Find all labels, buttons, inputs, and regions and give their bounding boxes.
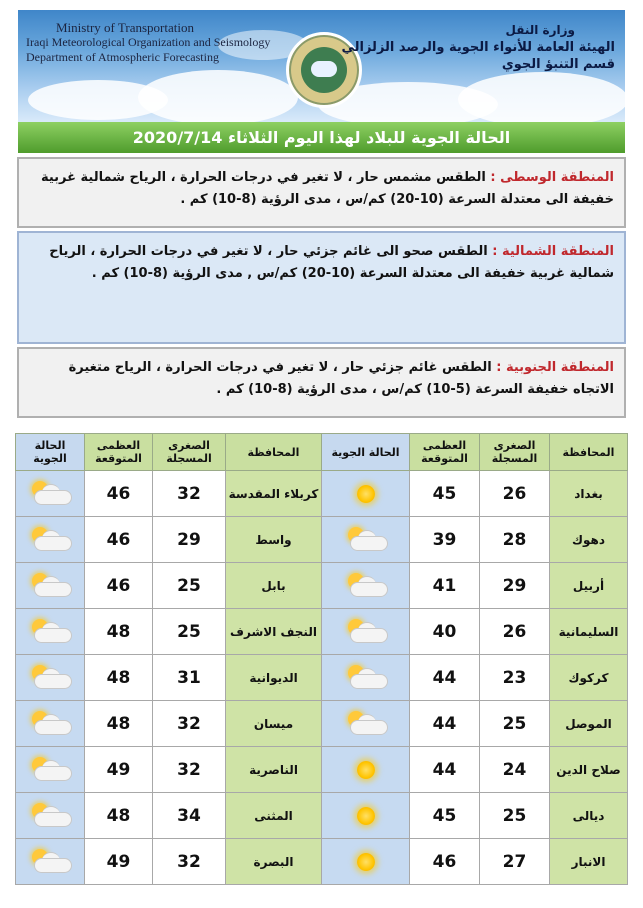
header-max: العظمى المتوقعة bbox=[85, 434, 153, 471]
weather-state bbox=[16, 839, 85, 885]
weather-state bbox=[16, 655, 85, 701]
max-temp: 48 bbox=[85, 609, 153, 655]
sun-icon bbox=[357, 853, 375, 871]
partly-cloudy-icon bbox=[26, 619, 74, 645]
region-text: الطقس صحو الى غائم جزئي حار ، لا تغير في درجات الحرارة ، الرياح شمالية غربية خفيفة الى معتدلة السرعة (10-20) كم/س , مدى الرؤية (8-10) كم . bbox=[49, 244, 614, 281]
partly-cloudy-icon bbox=[342, 711, 390, 737]
weather-state bbox=[322, 701, 410, 747]
governorate-name: البصرة bbox=[226, 839, 322, 885]
weather-state bbox=[322, 655, 410, 701]
partly-cloudy-icon bbox=[342, 527, 390, 553]
partly-cloudy-icon bbox=[26, 573, 74, 599]
weather-state bbox=[322, 517, 410, 563]
table-header-row bbox=[16, 434, 628, 471]
partly-cloudy-icon bbox=[342, 619, 390, 645]
table-row bbox=[16, 839, 628, 885]
max-temp: 46 bbox=[85, 471, 153, 517]
max-temp: 48 bbox=[85, 793, 153, 839]
governorate-name: المثنى bbox=[226, 793, 322, 839]
min-temp: 28 bbox=[480, 517, 550, 563]
header-banner bbox=[18, 10, 625, 122]
max-temp: 40 bbox=[410, 609, 480, 655]
governorate-name: دهوك bbox=[550, 517, 628, 563]
governorate-name: الانبار bbox=[550, 839, 628, 885]
governorate-name: واسط bbox=[226, 517, 322, 563]
weather-state bbox=[322, 793, 410, 839]
governorate-name: بغداد bbox=[550, 471, 628, 517]
max-temp: 48 bbox=[85, 701, 153, 747]
min-temp: 26 bbox=[480, 609, 550, 655]
partly-cloudy-icon bbox=[342, 665, 390, 691]
governorate-name: كركوك bbox=[550, 655, 628, 701]
region-north bbox=[17, 231, 626, 344]
governorate-name: الديوانية bbox=[226, 655, 322, 701]
region-name: المنطقة الوسطى : bbox=[490, 170, 614, 185]
max-temp: 41 bbox=[410, 563, 480, 609]
header-state: الحالة الجوية bbox=[16, 434, 85, 471]
max-temp: 46 bbox=[410, 839, 480, 885]
weather-state bbox=[16, 563, 85, 609]
partly-cloudy-icon bbox=[26, 849, 74, 875]
min-temp: 31 bbox=[153, 655, 226, 701]
min-temp: 32 bbox=[153, 839, 226, 885]
page-title: الحالة الجوية للبلاد لهذا اليوم الثلاثاء 2020/7/14 bbox=[132, 128, 511, 147]
partly-cloudy-icon bbox=[26, 665, 74, 691]
header-min: الصغرى المسجلة bbox=[480, 434, 550, 471]
min-temp: 32 bbox=[153, 747, 226, 793]
table-row bbox=[16, 701, 628, 747]
table-row bbox=[16, 563, 628, 609]
sun-icon bbox=[357, 807, 375, 825]
min-temp: 25 bbox=[480, 793, 550, 839]
header-arabic-text: وزارة النقل الهيئة العامة للأنواء الجوية والرصد الزلزالي قسم التنبؤ الجوي bbox=[341, 23, 615, 72]
governorate-name: صلاح الدين bbox=[550, 747, 628, 793]
max-temp: 44 bbox=[410, 655, 480, 701]
max-temp: 44 bbox=[410, 701, 480, 747]
sun-icon bbox=[357, 761, 375, 779]
header-governorate: المحافظة bbox=[550, 434, 628, 471]
weather-state bbox=[16, 747, 85, 793]
table-row bbox=[16, 517, 628, 563]
table-row bbox=[16, 471, 628, 517]
max-temp: 46 bbox=[85, 517, 153, 563]
weather-state bbox=[16, 701, 85, 747]
min-temp: 32 bbox=[153, 471, 226, 517]
partly-cloudy-icon bbox=[26, 757, 74, 783]
partly-cloudy-icon bbox=[26, 803, 74, 829]
page-title-bar bbox=[18, 122, 625, 153]
max-temp: 48 bbox=[85, 655, 153, 701]
weather-state bbox=[322, 839, 410, 885]
partly-cloudy-icon bbox=[26, 481, 74, 507]
max-temp: 44 bbox=[410, 747, 480, 793]
region-text: الطقس غائم جزئي حار ، لا تغير في درجات الحرارة ، الرياح متغيرة الاتجاه خفيفة السرعة (5-10) كم/س ، مدى الرؤية (8-10) كم . bbox=[68, 360, 614, 397]
weather-state bbox=[16, 793, 85, 839]
weather-state bbox=[16, 471, 85, 517]
table-row bbox=[16, 793, 628, 839]
region-text: الطقس مشمس حار ، لا تغير في درجات الحرارة ، الرياح شمالية غربية خفيفة الى معتدلة السرعة (10-20) كم/س ، مدى الرؤية (8-10) كم . bbox=[40, 170, 614, 207]
header-max: العظمى المتوقعة bbox=[410, 434, 480, 471]
min-temp: 25 bbox=[153, 609, 226, 655]
weather-state bbox=[322, 747, 410, 793]
min-temp: 27 bbox=[480, 839, 550, 885]
header-state: الحالة الجوية bbox=[322, 434, 410, 471]
governorate-name: أربيل bbox=[550, 563, 628, 609]
min-temp: 34 bbox=[153, 793, 226, 839]
table-row bbox=[16, 609, 628, 655]
partly-cloudy-icon bbox=[342, 573, 390, 599]
max-temp: 49 bbox=[85, 747, 153, 793]
max-temp: 45 bbox=[410, 471, 480, 517]
region-name: المنطقة الشمالية : bbox=[492, 244, 614, 259]
forecast-table bbox=[15, 433, 628, 885]
min-temp: 29 bbox=[153, 517, 226, 563]
region-name: المنطقة الجنوبية : bbox=[496, 360, 614, 375]
max-temp: 46 bbox=[85, 563, 153, 609]
header-governorate: المحافظة bbox=[226, 434, 322, 471]
table-row bbox=[16, 655, 628, 701]
governorate-name: النجف الاشرف bbox=[226, 609, 322, 655]
sun-icon bbox=[357, 485, 375, 503]
partly-cloudy-icon bbox=[26, 711, 74, 737]
header-min: الصغرى المسجلة bbox=[153, 434, 226, 471]
region-central bbox=[17, 157, 626, 228]
max-temp: 45 bbox=[410, 793, 480, 839]
max-temp: 49 bbox=[85, 839, 153, 885]
governorate-name: الموصل bbox=[550, 701, 628, 747]
min-temp: 25 bbox=[153, 563, 226, 609]
min-temp: 25 bbox=[480, 701, 550, 747]
weather-state bbox=[16, 517, 85, 563]
governorate-name: الناصرية bbox=[226, 747, 322, 793]
min-temp: 23 bbox=[480, 655, 550, 701]
governorate-name: كربلاء المقدسة bbox=[226, 471, 322, 517]
governorate-name: بابل bbox=[226, 563, 322, 609]
table-row bbox=[16, 747, 628, 793]
region-south bbox=[17, 347, 626, 418]
governorate-name: ميسان bbox=[226, 701, 322, 747]
min-temp: 24 bbox=[480, 747, 550, 793]
governorate-name: السليمانية bbox=[550, 609, 628, 655]
weather-state bbox=[16, 609, 85, 655]
min-temp: 32 bbox=[153, 701, 226, 747]
weather-state bbox=[322, 563, 410, 609]
partly-cloudy-icon bbox=[26, 527, 74, 553]
governorate-name: ديالى bbox=[550, 793, 628, 839]
max-temp: 39 bbox=[410, 517, 480, 563]
min-temp: 29 bbox=[480, 563, 550, 609]
weather-state bbox=[322, 609, 410, 655]
min-temp: 26 bbox=[480, 471, 550, 517]
header-english-text: Ministry of Transportation Iraqi Meteorological Organization and Seismology Department of Atmospheric Forecasting bbox=[26, 20, 271, 64]
weather-state bbox=[322, 471, 410, 517]
